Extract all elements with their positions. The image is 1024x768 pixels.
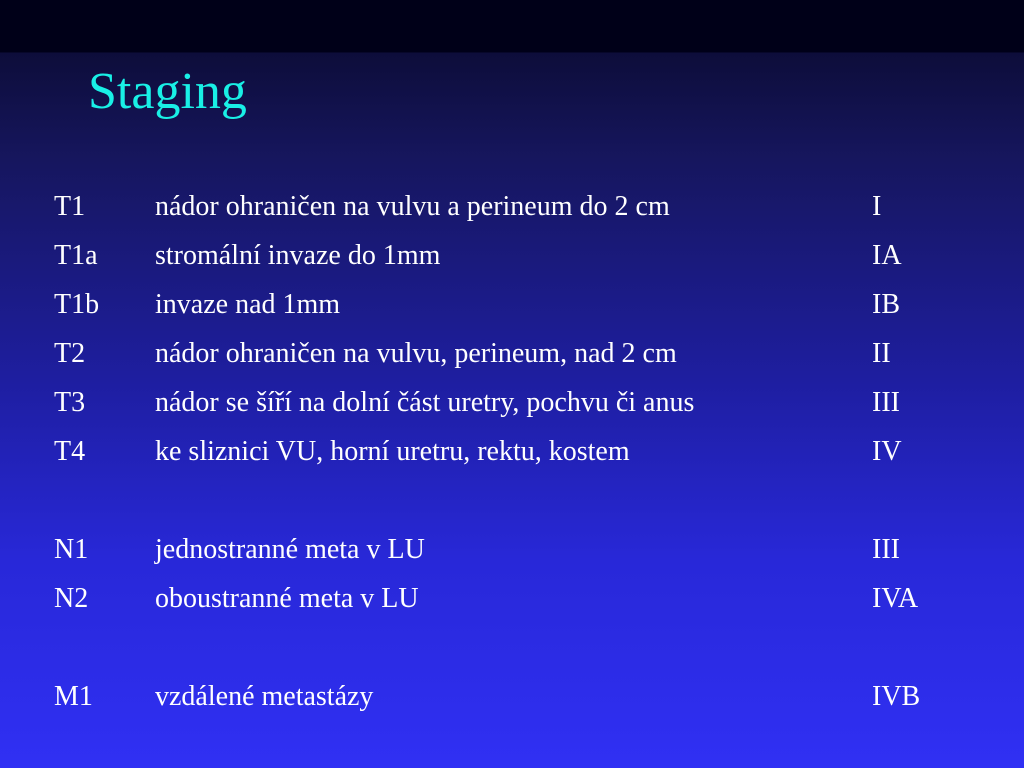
row-stage: IVA xyxy=(872,583,919,614)
staging-row-t1 xyxy=(54,182,954,231)
row-code: T1b xyxy=(54,289,100,320)
staging-row-t2 xyxy=(54,329,954,378)
staging-row-t4 xyxy=(54,427,954,476)
staging-row-t1b xyxy=(54,280,954,329)
row-stage: IB xyxy=(872,289,900,320)
row-description: oboustranné meta v LU xyxy=(155,583,419,614)
row-code: T4 xyxy=(54,436,86,467)
row-stage: II xyxy=(872,338,891,369)
row-code: M1 xyxy=(54,681,93,712)
staging-row-n2 xyxy=(54,574,954,623)
slide-title: Staging xyxy=(88,63,247,120)
row-description: ke sliznici VU, horní uretru, rektu, kostem xyxy=(155,436,630,467)
row-description: nádor ohraničen na vulvu a perineum do 2 cm xyxy=(155,191,670,222)
row-description: vzdálené metastázy xyxy=(155,681,374,712)
top-band xyxy=(0,0,1024,52)
row-stage: III xyxy=(872,387,900,418)
staging-row-n1 xyxy=(54,525,954,574)
row-description: nádor se šíří na dolní část uretry, pochvu či anus xyxy=(155,387,695,418)
staging-row-m1 xyxy=(54,672,954,721)
row-code: N1 xyxy=(54,534,89,565)
row-stage: IV xyxy=(872,436,902,467)
row-code: T2 xyxy=(54,338,86,369)
staging-row-t3 xyxy=(54,378,954,427)
row-description: nádor ohraničen na vulvu, perineum, nad 2 cm xyxy=(155,338,677,369)
row-stage: IVB xyxy=(872,681,921,712)
row-description: invaze nad 1mm xyxy=(155,289,341,320)
row-description: jednostranné meta v LU xyxy=(155,534,425,565)
row-stage: IA xyxy=(872,240,902,271)
row-code: N2 xyxy=(54,583,89,614)
staging-table xyxy=(54,182,954,721)
row-code: T3 xyxy=(54,387,86,418)
row-code: T1 xyxy=(54,191,86,222)
row-description: stromální invaze do 1mm xyxy=(155,240,441,271)
row-stage: I xyxy=(872,191,882,222)
row-stage: III xyxy=(872,534,900,565)
row-code: T1a xyxy=(54,240,98,271)
staging-row-t1a xyxy=(54,231,954,280)
